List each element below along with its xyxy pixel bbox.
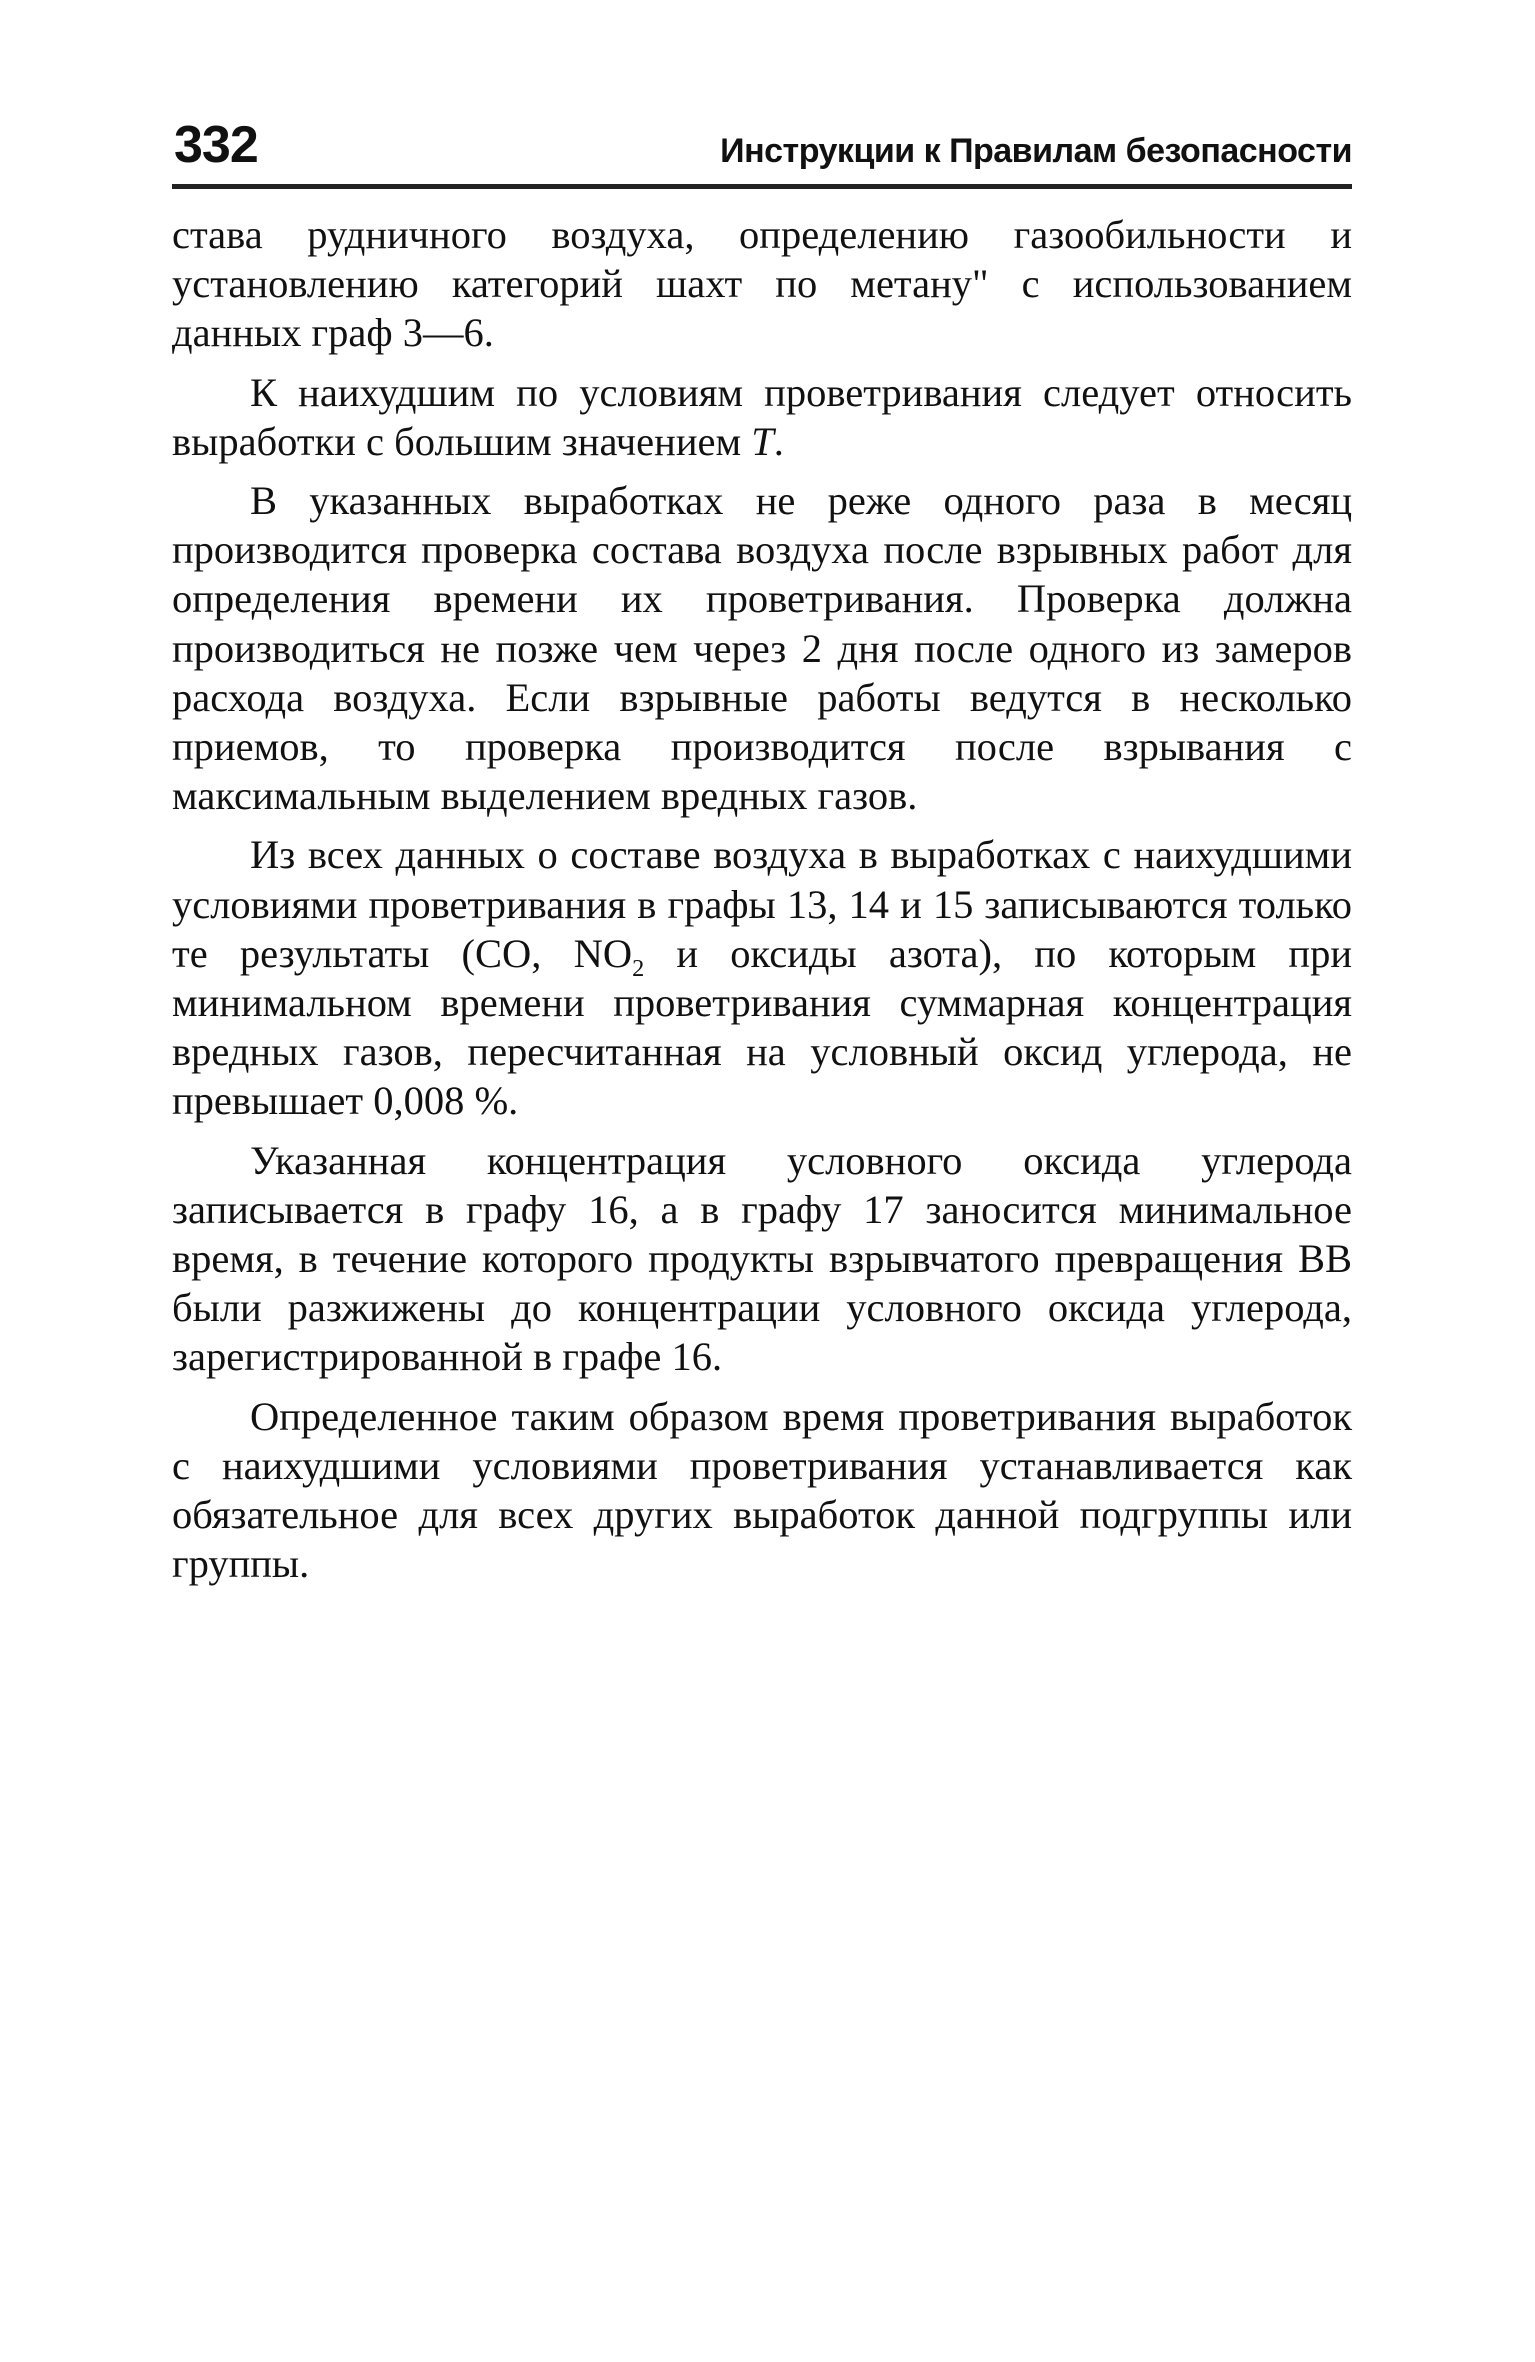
- paragraph-worst-ventilation: [172, 368, 1352, 466]
- body-text: [172, 210, 1352, 1598]
- paragraph-text: Из всех данных о составе воздуха в выработках с наихудшими условиями проветривания в графы 13, 14 и 15 записываются только те результаты (CO, NO: [172, 832, 1352, 976]
- variable-t: T: [751, 418, 774, 464]
- page-number: 332: [174, 116, 258, 174]
- paragraph-columns-13-15: [172, 830, 1352, 1125]
- book-page: [172, 110, 1352, 1587]
- subscript: 2: [632, 954, 645, 982]
- header-rule: [172, 184, 1352, 189]
- paragraph-columns-16-17: Указанная концентрация условного оксида углерода записывается в графу 16, а в графу 17 заносится минимальное время, в течение которого продукты взрывчатого превращения ВВ были разжижены до концентрации условного оксида углерода, зарегистрированной в графе 16.: [172, 1137, 1352, 1380]
- paragraph-text: и оксиды азота), по которым при минимальном времени проветривания суммарная концентрация вредных газов, пересчитанная на условный оксид углерода, не превышает 0,008 %.: [172, 930, 1352, 1124]
- running-title: Инструкции к Правилам безопасности: [720, 132, 1352, 170]
- page-header: [172, 110, 1352, 180]
- paragraph-air-check: В указанных выработках не реже одного раза в месяц производится проверка состава воздуха после взрывных работ для определения времени их проветривания. Проверка должна производиться не позже чем через 2 дня после одного из замеров расхода воздуха. Если взрывные работы ведутся в несколько приемов, то проверка производится после взрывания с максимальным выделением вредных газов.: [172, 478, 1352, 819]
- paragraph-continued: става рудничного воздуха, определению газообильности и установлению категорий шахт по метану" с использованием данных граф 3—6.: [172, 212, 1352, 356]
- paragraph-mandatory-time: Определенное таким образом время проветривания выработок с наихудшими условиями проветривания устанавливается как обязательное для всех других выработок данной подгруппы или группы.: [172, 1393, 1352, 1587]
- paragraph-text: .: [773, 418, 784, 464]
- paragraph-text: К наихудшим по условиям проветривания следует относить выработки с большим значением: [172, 369, 1352, 464]
